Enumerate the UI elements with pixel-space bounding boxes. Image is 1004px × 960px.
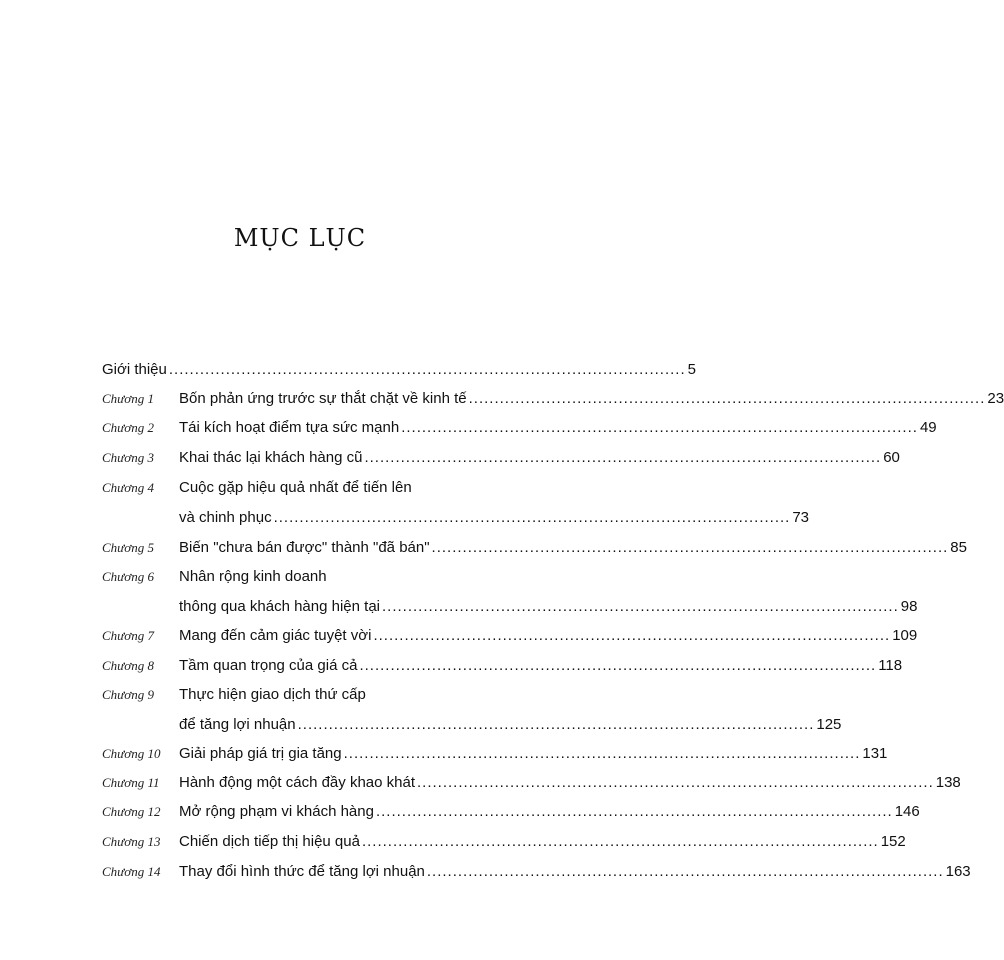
toc-entry-chapter-14 [102, 857, 971, 887]
page-number: 60 [883, 449, 900, 466]
page-number: 163 [945, 863, 971, 880]
toc-line [179, 384, 1004, 414]
dot-leader: .................................................................................................... [401, 419, 918, 436]
toc-entry-chapter-2 [102, 413, 937, 443]
page-number: 146 [894, 803, 920, 820]
dot-leader: .................................................................................................... [426, 863, 944, 880]
chapter-label: Chương 6 [102, 569, 154, 584]
entry-title: Giới thiệu [102, 361, 167, 378]
dot-leader: .................................................................................................... [417, 774, 934, 791]
toc-entry-chapter-4 [102, 473, 524, 503]
toc-line [179, 621, 918, 651]
toc-entry-chapter-11 [102, 768, 961, 798]
toc-entry-chapter-9-cont [102, 710, 842, 740]
entry-title: Thay đổi hình thức để tăng lợi nhuận [179, 863, 425, 880]
chapter-label: Chương 10 [102, 746, 161, 761]
entry-title: Hành động một cách đầy khao khát [179, 774, 415, 791]
dot-leader: .................................................................................................... [361, 833, 879, 850]
toc-entry-chapter-9 [102, 680, 524, 710]
entry-title-line-2: và chinh phục [179, 509, 272, 526]
toc-entry-chapter-13 [102, 827, 906, 857]
toc-entry-chapter-7 [102, 621, 918, 651]
dot-leader: .................................................................................................... [375, 803, 893, 820]
entry-title: Mang đến cảm giác tuyệt vời [179, 627, 372, 644]
toc-entry-chapter-5 [102, 533, 967, 563]
toc-entry-chapter-6 [102, 562, 524, 592]
entry-title-line-2: thông qua khách hàng hiện tại [179, 598, 380, 615]
entry-title: Tái kích hoạt điểm tựa sức mạnh [179, 419, 400, 436]
chapter-label: Chương 14 [102, 864, 161, 879]
dot-leader: .................................................................................................... [382, 598, 899, 615]
toc-entry-chapter-6-cont [102, 592, 918, 622]
toc-line [179, 768, 961, 798]
entry-title-line-2: để tăng lợi nhuận [179, 716, 296, 733]
chapter-label: Chương 1 [102, 391, 154, 406]
page-number: 109 [892, 627, 918, 644]
entry-title: Tầm quan trọng của giá cả [179, 657, 358, 674]
chapter-label: Chương 3 [102, 450, 154, 465]
entry-title: Mở rộng phạm vi khách hàng [179, 803, 374, 820]
toc-entry-chapter-10 [102, 739, 888, 769]
dot-leader: .................................................................................................... [373, 627, 891, 644]
chapter-label: Chương 4 [102, 480, 154, 495]
toc-entry-chapter-8 [102, 651, 903, 681]
page-number: 85 [950, 539, 967, 556]
chapter-label: Chương 12 [102, 804, 161, 819]
page-number: 5 [687, 361, 696, 378]
toc-line [179, 857, 971, 887]
entry-title-line-1: Cuộc gặp hiệu quả nhất để tiến lên [179, 479, 412, 496]
toc-line [179, 413, 937, 443]
toc-line [179, 533, 967, 563]
dot-leader: .................................................................................................... [297, 716, 815, 733]
toc-entry-chapter-3 [102, 443, 900, 473]
entry-title: Biến "chưa bán được" thành "đã bán" [179, 539, 430, 556]
page-number: 152 [880, 833, 906, 850]
dot-leader: .................................................................................................... [273, 509, 791, 526]
page-number: 125 [816, 716, 842, 733]
entry-title: Giải pháp giá trị gia tăng [179, 745, 342, 762]
page-title: MỤC LỤC [233, 224, 367, 252]
dot-leader: .................................................................................................... [468, 390, 986, 407]
toc-line [179, 443, 900, 473]
toc-line [179, 739, 888, 769]
toc-line [179, 503, 810, 533]
chapter-label: Chương 5 [102, 540, 154, 555]
chapter-label: Chương 9 [102, 687, 154, 702]
page-number: 118 [878, 657, 903, 674]
dot-leader: .................................................................................................... [364, 449, 882, 466]
chapter-label: Chương 11 [102, 775, 160, 790]
chapter-label: Chương 7 [102, 628, 154, 643]
dot-leader: .................................................................................................... [431, 539, 949, 556]
entry-title-line-1: Thực hiện giao dịch thứ cấp [179, 686, 366, 703]
page-number: 49 [919, 419, 937, 436]
toc-line [179, 797, 920, 827]
page-number: 73 [792, 509, 810, 526]
dot-leader: .................................................................................................... [168, 361, 686, 378]
toc-entry-intro [102, 355, 696, 385]
page-number: 131 [862, 745, 888, 762]
toc-entry-chapter-1 [102, 384, 1004, 414]
toc-entry-chapter-4-cont [102, 503, 810, 533]
entry-title: Khai thác lại khách hàng cũ [179, 449, 363, 466]
page-number: 98 [900, 598, 918, 615]
page-number: 138 [935, 774, 961, 791]
chapter-label: Chương 8 [102, 658, 154, 673]
toc-line [179, 827, 906, 857]
toc-line [102, 355, 696, 385]
dot-leader: .................................................................................................... [359, 657, 877, 674]
dot-leader: .................................................................................................... [343, 745, 861, 762]
chapter-label: Chương 2 [102, 420, 154, 435]
toc-line [179, 651, 903, 681]
chapter-label: Chương 13 [102, 834, 161, 849]
toc-entry-chapter-12 [102, 797, 920, 827]
entry-title: Bốn phản ứng trước sự thắt chặt về kinh tế [179, 390, 467, 407]
toc-line [179, 710, 842, 740]
toc-line [179, 592, 918, 622]
entry-title: Chiến dịch tiếp thị hiệu quả [179, 833, 360, 850]
entry-title-line-1: Nhân rộng kinh doanh [179, 568, 327, 585]
page-number: 23 [987, 390, 1004, 407]
